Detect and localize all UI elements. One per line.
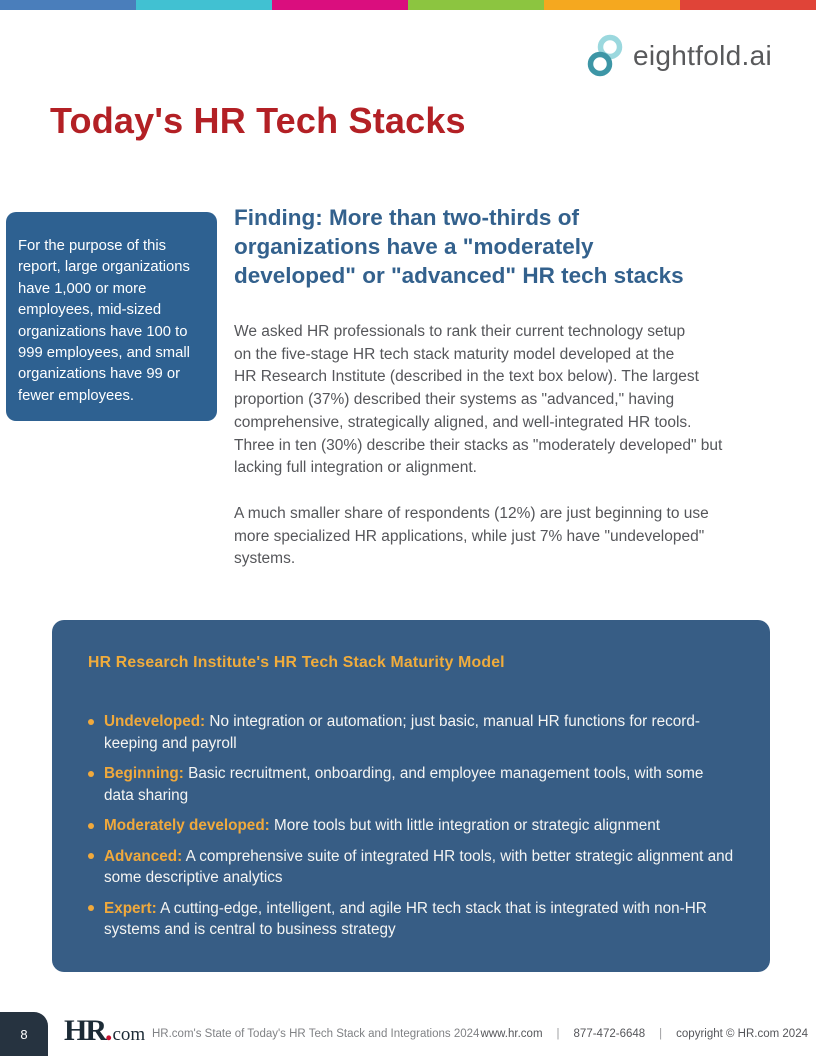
stripe-segment	[136, 0, 272, 10]
text-line: more specialized HR applications, while just 7% have "undeveloped"	[234, 527, 705, 545]
text-line: proportion (37%) described their systems as "advanced," having	[234, 391, 675, 409]
text-line: employees, mid-sized	[18, 302, 162, 319]
text-line: developed" or "advanced" HR tech stacks	[234, 263, 684, 288]
stripe-segment	[408, 0, 544, 10]
bullet-icon	[88, 719, 94, 725]
maturity-list-item	[88, 898, 734, 941]
maturity-list-item	[88, 763, 734, 806]
text-line: lacking full integration or alignment.	[234, 459, 477, 477]
bullet-icon	[88, 905, 94, 911]
text-line: We asked HR professionals to rank their current technology setup	[234, 323, 686, 340]
maturity-description: Basic recruitment, onboarding, and employee management tools, with some data sharing	[104, 765, 704, 804]
maturity-term: Expert:	[104, 899, 157, 917]
maturity-list	[88, 711, 734, 941]
maturity-list-item	[88, 815, 734, 837]
text-line: Finding: More than two-thirds of	[234, 205, 579, 230]
bullet-icon	[88, 823, 94, 829]
footer-separator: |	[556, 1028, 560, 1040]
maturity-description: A comprehensive suite of integrated HR tools, with better strategic alignment and some descriptive analytics	[104, 847, 734, 886]
maturity-term: Moderately developed:	[104, 817, 270, 834]
finding-paragraph-1	[234, 321, 722, 480]
top-color-stripe	[0, 0, 816, 10]
footer-website: www.hr.com	[480, 1028, 543, 1040]
maturity-model-title: HR Research Institute's HR Tech Stack Maturity Model	[88, 654, 505, 671]
stripe-segment	[680, 0, 816, 10]
bullet-icon	[88, 853, 94, 859]
eightfold-logo	[586, 34, 772, 78]
text-line: organizations have a "moderately	[234, 234, 594, 259]
text-line: fewer employees.	[18, 387, 134, 404]
footer-separator: |	[659, 1028, 663, 1040]
hrcom-logo-com: com	[112, 1024, 146, 1045]
text-line: comprehensive, strategically aligned, and well-integrated HR tools.	[234, 413, 692, 431]
maturity-term: Beginning:	[104, 765, 184, 782]
footer-copyright: copyright © HR.com 2024	[676, 1028, 808, 1040]
page-number: 8	[20, 1026, 28, 1042]
footer-report-caption: HR.com's State of Today's HR Tech Stack and Integrations 2024	[152, 1028, 480, 1040]
text-line: report, large organizations	[18, 259, 190, 276]
text-line: on the five-stage HR tech stack maturity model developed at the	[234, 345, 675, 363]
page-number-badge	[0, 1012, 48, 1056]
maturity-description: No integration or automation; just basic, manual HR functions for record-keeping and payroll	[104, 713, 700, 752]
text-line: For the purpose of this	[18, 238, 167, 254]
maturity-model-box	[52, 620, 770, 972]
maturity-list-item	[88, 846, 734, 889]
text-line: systems.	[234, 550, 296, 568]
stripe-segment	[0, 0, 136, 10]
text-line: organizations have 99 or	[18, 366, 181, 383]
maturity-term: Undeveloped:	[104, 713, 206, 730]
eightfold-mark-icon	[586, 34, 624, 78]
hrcom-logo	[64, 1014, 145, 1048]
footer-phone: 877-472-6648	[573, 1028, 646, 1040]
hrcom-logo-hr: HR	[64, 1014, 105, 1047]
stripe-segment	[272, 0, 408, 10]
text-line: have 1,000 or more	[18, 280, 147, 297]
text-line: Three in ten (30%) describe their stacks as "moderately developed" but	[234, 436, 723, 454]
eightfold-logo-text: eightfold.ai	[632, 40, 772, 71]
text-line: organizations have 100 to	[18, 323, 188, 340]
finding-paragraph-2	[234, 503, 709, 571]
bullet-icon	[88, 771, 94, 777]
maturity-description: More tools but with little integration or strategic alignment	[269, 817, 661, 834]
page-title: Today's HR Tech Stacks	[50, 100, 466, 141]
text-line: A much smaller share of respondents (12%) are just beginning to use	[234, 505, 709, 522]
text-line: HR Research Institute (described in the text box below). The largest	[234, 368, 699, 386]
stripe-segment	[544, 0, 680, 10]
maturity-description: A cutting-edge, intelligent, and agile HR tech stack that is integrated with non-HR systems and is central to business strategy	[104, 899, 707, 938]
hrcom-logo-dot: .	[105, 1014, 113, 1047]
finding-heading	[234, 203, 684, 290]
maturity-term: Advanced:	[104, 847, 183, 865]
footer-contact-info	[481, 1028, 808, 1040]
definition-note-box	[6, 212, 217, 421]
text-line: 999 employees, and small	[18, 345, 190, 362]
maturity-list-item	[88, 711, 734, 754]
